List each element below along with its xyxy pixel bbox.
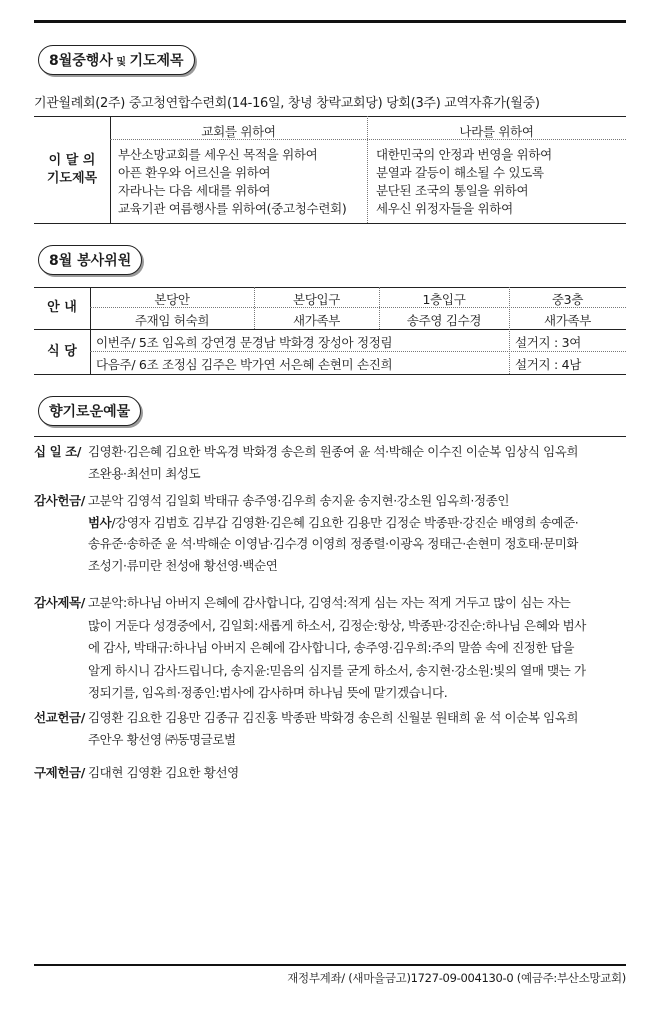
- cafeteria-team: 이번주/ 5조 임옥희 강연경 문경남 박화경 장성아 정정림: [96, 335, 393, 350]
- church-item: 부산소망교회를 세우신 목적을 위하여: [118, 147, 318, 162]
- thanks-topics-block: [34, 592, 630, 705]
- thanks-line: [88, 512, 630, 534]
- relief-label: 구제헌금/: [34, 765, 85, 780]
- guide-label: 안 내: [47, 300, 77, 315]
- guide-value: 주재임 허숙희: [134, 313, 210, 328]
- nation-item: 대한민국의 안정과 번영을 위하여: [376, 147, 552, 162]
- tithe-label: 십 일 조/: [34, 444, 82, 459]
- prayer-table-top: [34, 116, 626, 117]
- cafeteria-dish: 설거지 : 4남: [515, 357, 582, 372]
- prayer-label-line2: 기도제목: [46, 171, 98, 186]
- events-line: 기관월례회(2주) 중고청연합수련회(14-16일, 창녕 창락교회당) 당회(3주) 교역자휴가(월중): [34, 96, 540, 111]
- church-item: 아픈 환우와 어르신을 위하여: [118, 165, 271, 180]
- nation-item: 분단된 조국의 통일을 위하여: [376, 183, 529, 198]
- nation-items: [376, 146, 552, 218]
- guide-header: 본당입구: [292, 292, 341, 307]
- title-rest: 기도제목: [129, 53, 184, 69]
- offerings-rule: [34, 436, 626, 437]
- nation-item: 세우신 위정자들을 위하여: [376, 201, 513, 216]
- volunteer-table-bottom: [34, 374, 626, 375]
- cafeteria-dish: 설거지 : 3여: [515, 335, 582, 350]
- guide-header: 중3층: [551, 292, 584, 307]
- thanks-topic-line: 고분악:하나님 아버지 은혜에 감사합니다, 김영석:적게 심는 자는 적게 거두고 많이 심는 자는: [88, 595, 571, 610]
- bumsa-names: /강영자 김범호 김부갑 김영환·김은혜 김요한 김용만 김정순 박종판·강진순 배영희 송예준·: [111, 514, 579, 530]
- thanks-line: 송유준·송하준 윤 석·박해순 이영남·김수경 이영희 정종렬·이광옥 정태근·손현미 정호태·문미화: [88, 536, 579, 551]
- bumsa-label: 범사: [88, 514, 112, 530]
- relief-block: [34, 762, 630, 784]
- prayer-label: [34, 152, 110, 188]
- thanks-label: 감사헌금/: [34, 493, 85, 508]
- guide-value: 새가족부: [543, 313, 592, 328]
- title-small: 및: [112, 57, 130, 68]
- tithe-line: 조완용·최선미 최성도: [88, 465, 201, 481]
- guide-header: 1층입구: [422, 292, 466, 307]
- guide-header: 본당안: [154, 292, 190, 307]
- relief-line: 김대현 김영환 김요한 황선영: [88, 765, 239, 780]
- section-title-offerings: 향기로운예물: [38, 396, 141, 426]
- section-title-events: [38, 45, 195, 75]
- mission-line: 김영환 김요한 김용만 김종규 김진홍 박종판 박화경 송은희 신월분 원태희 윤 석 이순복 임옥희: [88, 710, 579, 725]
- nation-header: 나라를 위하여: [459, 124, 534, 139]
- cafeteria-label: 식 당: [47, 344, 77, 359]
- church-item: 교육기관 여름행사를 위하여(중고청수련회): [118, 201, 347, 216]
- thanks-block: [34, 490, 630, 576]
- church-item: 자라나는 다음 세대를 위하여: [118, 183, 271, 198]
- nation-item: 분열과 갈등이 해소될 수 있도록: [376, 165, 544, 180]
- section-title-volunteers: 8월 봉사위원: [38, 245, 142, 275]
- thanks-topic-line: 에 감사, 박태규:하나님 아버지 은혜에 감사합니다, 송주영·김우희:주의 말씀 속에 진정한 답을: [88, 640, 575, 655]
- cafeteria-row-divider: [90, 351, 626, 352]
- prayer-table-bottom: [34, 223, 626, 224]
- tithe-line: 김영환·김은혜 김요한 박옥경 박화경 송은희 원종여 윤 석·박해순 이수진 이순복 임상식 임옥희: [88, 444, 579, 459]
- bottom-rule: [34, 964, 626, 966]
- thanks-topic-line: 많이 거둔다 성경중에서, 김일회:새롭게 하소서, 김정순:항상, 박종판·강진순:하나님 은혜와 범사: [88, 617, 586, 633]
- mission-block: [34, 707, 630, 750]
- top-rule: [34, 20, 626, 23]
- volunteer-table-top: [34, 287, 626, 288]
- church-header: 교회를 위하여: [201, 124, 276, 139]
- mission-label: 선교헌금/: [34, 710, 85, 725]
- tithe-block: [34, 441, 630, 484]
- guide-value: 새가족부: [292, 313, 341, 328]
- thanks-topic-line: 알게 하시니 감사드립니다, 송지윤:믿음의 심지를 굳게 하소서, 송지현·강소원:빛의 열매 맺는 가: [88, 662, 586, 678]
- prayer-label-line1: 이 달 의: [48, 153, 96, 168]
- church-items: [118, 146, 346, 218]
- thanks-topics-label: 감사제목/: [34, 595, 85, 610]
- volunteer-mid: [34, 329, 626, 330]
- thanks-line: 조성기·류미란 천성애 황선영·백순연: [88, 557, 278, 573]
- bank-account-footer: 재정부계좌/ (새마을금고)1727-09-004130-0 (예금주:부산소망교회): [287, 971, 626, 985]
- cafeteria-team: 다음주/ 6조 조정심 김주은 박가연 서은혜 손현미 손진희: [96, 357, 393, 372]
- guide-value: 송주영 김수경: [406, 313, 482, 328]
- thanks-line: 고분악 김영석 김일회 박태규 송주영·김우희 송지윤 송지현·강소원 임옥희·정종인: [88, 493, 510, 508]
- mission-line: 주안우 황선영 ㈜동명글로벌: [88, 731, 236, 747]
- title-main: 8월중행사: [49, 53, 113, 69]
- thanks-topic-line: 정되기를, 임옥희·정종인:범사에 감사하며 하나님 뜻에 맡기겠습니다.: [88, 685, 448, 700]
